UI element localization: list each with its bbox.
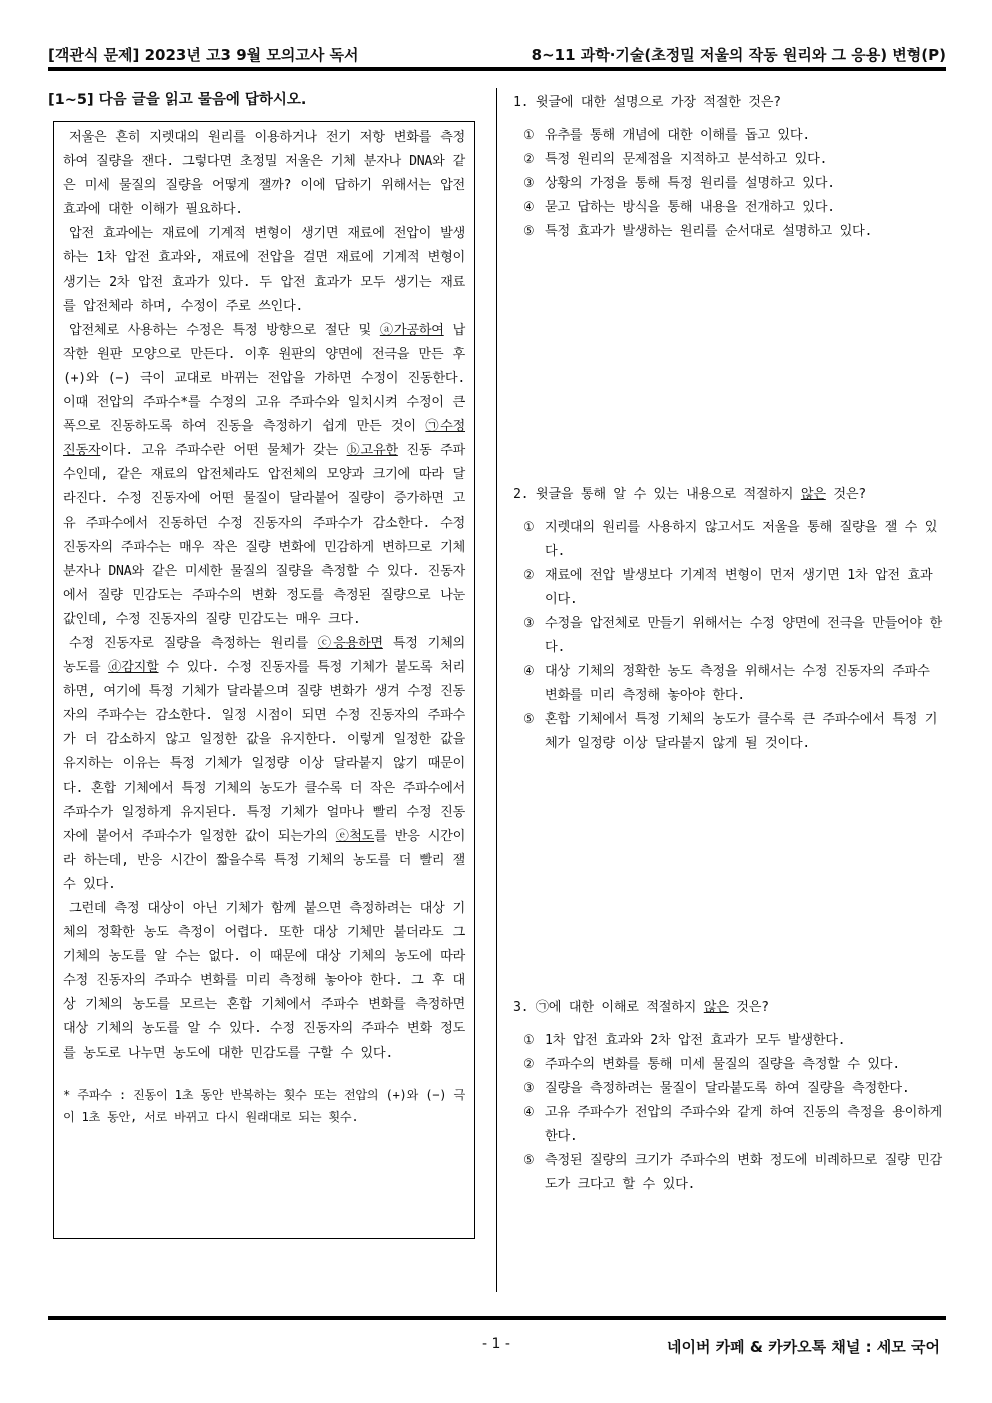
footer-credit: 네이버 카페 & 카카오톡 채널 : 세모 국어 bbox=[667, 1338, 940, 1356]
question-2-option-2[interactable]: ② 재료에 전압 발생보다 기계적 변형이 먼저 생기면 1차 압전 효과이다. bbox=[523, 568, 933, 607]
passage-paragraph-1: 저울은 흔히 지렛대의 원리를 이용하거나 전기 저항 변화를 측정하여 질량을 잰다. 그렇다면 초정밀 저울은 기체 분자나 DNA와 같은 미세 물질의 질량을 어떻게 잴까? 이에 답하기 위해서는 압전 효과에 대한 이해가 필요하다. bbox=[63, 130, 465, 218]
left-column bbox=[48, 88, 476, 117]
footer-rule bbox=[48, 1316, 946, 1320]
underlined-word-d: ⓓ감지할 bbox=[108, 660, 159, 676]
question-1-option-5[interactable]: ⑤ 특정 효과가 발생하는 원리를 순서대로 설명하고 있다. bbox=[523, 224, 873, 239]
underlined-word-b: ⓑ고유한 bbox=[346, 443, 398, 459]
underlined-term-giyeok: ㉠수정 진동자 bbox=[63, 419, 465, 459]
question-3 bbox=[513, 997, 943, 1197]
page-number: - 1 - bbox=[482, 1336, 510, 1352]
underlined-word-a: ⓐ가공하여 bbox=[379, 322, 444, 338]
question-2 bbox=[513, 484, 943, 756]
question-2-option-1[interactable]: ① 지렛대의 원리를 사용하지 않고서도 저울을 통해 질량을 잴 수 있다. bbox=[523, 520, 938, 559]
underlined-word-e: ⓔ척도 bbox=[335, 828, 375, 844]
question-1-option-3[interactable]: ③ 상황의 가정을 통해 특정 원리를 설명하고 있다. bbox=[523, 176, 835, 191]
passage-paragraph-4: 수정 진동자로 질량을 측정하는 원리를 ⓒ응용하면 특정 기체의 농도를 ⓓ감지할 수 있다. 수정 진동자를 특정 기체가 붙도록 처리하면, 여기에 특정 기체가 달라붙으며 질량 변화가 생겨 수정 진동자의 주파수는 감소한다. 일정 시점이 되면 수정 진동자의 주파수가 더 감소하지 않고 일정한 값을 유지한다. 이렇게 일정한 값을 유지하는 이유는 특정 기체가 일정량 이상 달라붙지 않기 때문이다. 혼합 기체에서 특정 기체의 농도가 클수록 더 작은 주파수에서 주파수가 일정하게 유지된다. 특정 기체가 얼마나 빨리 수정 진동자에 붙어서 주파수가 일정한 값이 되는가의 ⓔ척도를 반응 시간이라 하는데, 반응 시간이 짧을수록 특정 기체의 농도를 더 빨리 잴 수 있다. bbox=[63, 635, 466, 892]
question-2-option-3[interactable]: ③ 수정을 압전체로 만들기 위해서는 수정 양면에 전극을 만들어야 한다. bbox=[523, 616, 942, 655]
underlined-word-c: ⓒ응용하면 bbox=[317, 635, 383, 651]
question-1-stem: 1. 윗글에 대한 설명으로 가장 적절한 것은? bbox=[513, 95, 781, 110]
question-3-option-2[interactable]: ② 주파수의 변화를 통해 미세 물질의 질량을 측정할 수 있다. bbox=[523, 1057, 900, 1072]
header-exam-title: [객관식 문제] 2023년 고3 9월 모의고사 독서 bbox=[48, 46, 359, 64]
column-divider bbox=[496, 88, 497, 1292]
header-rule bbox=[48, 67, 946, 71]
question-1-option-4[interactable]: ④ 묻고 답하는 방식을 통해 내용을 전개하고 있다. bbox=[523, 200, 835, 215]
passage-paragraph-2: 압전 효과에는 재료에 기계적 변형이 생기면 재료에 전압이 발생하는 1차 압전 효과와, 재료에 전압을 걸면 재료에 기계적 변형이 생기는 2차 압전 효과가 있다. 두 압전 효과가 모두 생기는 재료를 압전체라 하며, 수정이 주로 쓰인다. bbox=[63, 226, 465, 314]
question-1 bbox=[513, 92, 943, 244]
question-1-option-1[interactable]: ① 유추를 통해 개념에 대한 이해를 돕고 있다. bbox=[523, 128, 810, 143]
reading-passage bbox=[53, 121, 475, 1239]
passage-paragraph-5: 그런데 측정 대상이 아닌 기체가 함께 붙으면 측정하려는 대상 기체의 정확한 농도 측정이 어렵다. 또한 대상 기체만 붙더라도 그 기체의 농도를 알 수는 없다. 이 때문에 대상 기체의 농도에 따라 수정 진동자의 주파수 변화를 미리 측정해 놓아야 한다. 그 후 대상 기체의 농도를 모르는 혼합 기체에서 주파수 변화를 측정하면 대상 기체의 농도를 알 수 있다. 수정 진동자의 주파수 변화 정도를 농도로 나누면 농도에 대한 민감도를 구할 수 있다. bbox=[63, 901, 465, 1061]
question-2-option-5[interactable]: ⑤ 혼합 기체에서 특정 기체의 농도가 클수록 큰 주파수에서 특정 기체가 일정량 이상 달라붙지 않게 될 것이다. bbox=[523, 712, 938, 751]
question-3-option-1[interactable]: ① 1차 압전 효과와 2차 압전 효과가 모두 발생한다. bbox=[523, 1033, 846, 1048]
page-header bbox=[48, 40, 946, 70]
question-3-option-5[interactable]: ⑤ 측정된 질량의 크기가 주파수의 변화 정도에 비례하므로 질량 민감도가 크다고 할 수 있다. bbox=[523, 1153, 942, 1192]
instruction: [1~5] 다음 글을 읽고 물음에 답하시오. bbox=[48, 92, 307, 108]
question-3-stem: 3. ㉠에 대한 이해로 적절하지 않은 것은? bbox=[513, 1000, 769, 1015]
question-1-option-2[interactable]: ② 특정 원리의 문제점을 지적하고 분석하고 있다. bbox=[523, 152, 828, 167]
header-topic-title: 8~11 과학·기술(초정밀 저울의 작동 원리와 그 응용) 변형(P) bbox=[531, 46, 946, 64]
question-2-stem: 2. 윗글을 통해 알 수 있는 내용으로 적절하지 않은 것은? bbox=[513, 487, 866, 502]
question-2-option-4[interactable]: ④ 대상 기체의 정확한 농도 측정을 위해서는 수정 진동자의 주파수 변화를 미리 측정해 놓아야 한다. bbox=[523, 664, 930, 703]
question-3-option-4[interactable]: ④ 고유 주파수가 전압의 주파수와 같게 하여 진동의 측정을 용이하게 한다. bbox=[523, 1105, 942, 1144]
passage-paragraph-3: 압전체로 사용하는 수정은 특정 방향으로 절단 및 ⓐ가공하여 납작한 원판 모양으로 만든다. 이후 원판의 양면에 전극을 만든 후 (+)와 (−) 극이 교대로 바뀌는 전압을 가하면 수정이 진동한다. 이때 전압의 주파수*를 수정의 고유 주파수와 일치시켜 수정이 큰 폭으로 진동하도록 하여 진동을 측정하기 쉽게 만든 것이 ㉠수정 진동자이다. 고유 주파수란 어떤 물체가 갖는 ⓑ고유한 진동 주파수인데, 같은 재료의 압전체라도 압전체의 모양과 크기에 따라 달라진다. 수정 진동자에 어떤 물질이 달라붙어 질량이 증가하면 고유 주파수에서 진동하던 수정 진동자의 주파수가 감소한다. 수정 진동자의 주파수는 매우 작은 질량 변화에 민감하게 변하므로 기체 분자나 DNA와 같은 미세한 물질의 질량을 측정할 수 있다. 진동자에서 질량 민감도는 주파수의 변화 정도를 측정된 질량으로 나눈 값인데, 수정 진동자의 질량 민감도는 매우 크다. bbox=[63, 322, 465, 627]
question-3-option-3[interactable]: ③ 질량을 측정하려는 물질이 달라붙도록 하여 질량을 측정한다. bbox=[523, 1081, 910, 1096]
footnote: * 주파수 : 진동이 1초 동안 반복하는 횟수 또는 전압의 (+)와 (−) 극이 1초 동안, 서로 바뀌고 다시 원래대로 되는 횟수. bbox=[63, 1087, 465, 1124]
